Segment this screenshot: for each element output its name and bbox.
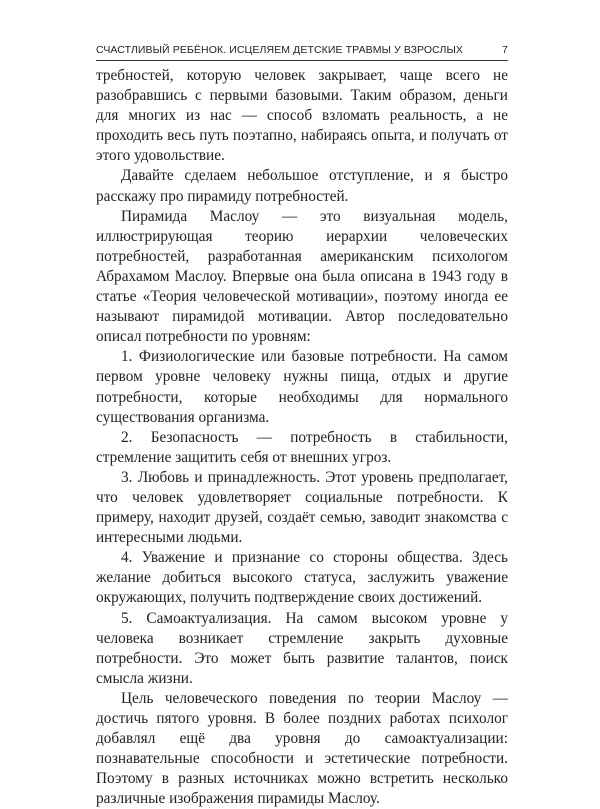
page-number: 7 <box>502 44 508 56</box>
paragraph-maslow-intro: Пирамида Маслоу — это визуальная модель, иллюстрирующая теорию иерархии человеческих потребностей, разработанная американским психологом Абрахамом Маслоу. Впервые она была описана в 1943 году в статье «Теория человеческой мотивации», поэтому иногда ее называют пирамидой мотивации. Автор последовательно описал потребности по уровням: <box>96 207 508 346</box>
book-title: СЧАСТЛИВЫЙ РЕБЁНОК. ИСЦЕЛЯЕМ ДЕТСКИЕ ТРАВМЫ У ВЗРОСЛЫХ <box>96 44 463 56</box>
list-item-level-4: 4. Уважение и признание со стороны общества. Здесь желание добиться высокого статуса, заслужить уважение окружающих, получить подтверждение своих достижений. <box>96 549 508 607</box>
paragraph-conclusion: Цель человеческого поведения по теории Маслоу — достичь пятого уровня. В более поздних работах психолог добавлял ещё два уровня до самоактуализации: познавательные способности и эстетические потребности. Поэтому в разных источниках можно встретить несколько различные изображения пирамиды Маслоу. <box>96 689 508 808</box>
running-header <box>96 44 508 61</box>
paragraph-continuation: требностей, которую человек закрывает, чаще всего не разобравшись с первыми базовыми. Таким образом, деньги для многих из нас — способ взломать реальность, а не проходить весь путь поэтапно, набираясь опыта, и получать от этого удовольствие. <box>96 67 508 165</box>
paragraph-digression: Давайте сделаем небольшое отступление, и я быстро расскажу про пирамиду потребностей. <box>96 167 508 205</box>
list-item-level-5: 5. Самоактуализация. На самом высоком уровне у человека возникает стремление закрыть духовные потребности. Это может быть развитие талантов, поиск смысла жизни. <box>96 609 508 687</box>
list-item-level-2: 2. Безопасность — потребность в стабильности, стремление защитить себя от внешних угроз. <box>96 428 508 466</box>
list-item-level-1: 1. Физиологические или базовые потребности. На самом первом уровне человеку нужны пища, отдых и другие потребности, которые необходимы для нормального существования организма. <box>96 348 508 426</box>
body-text <box>96 66 508 809</box>
list-item-level-3: 3. Любовь и принадлежность. Этот уровень предполагает, что человек удовлетворяет социальные потребности. К примеру, находит друзей, создаёт семью, заводит знакомства с интересными людьми. <box>96 468 508 547</box>
